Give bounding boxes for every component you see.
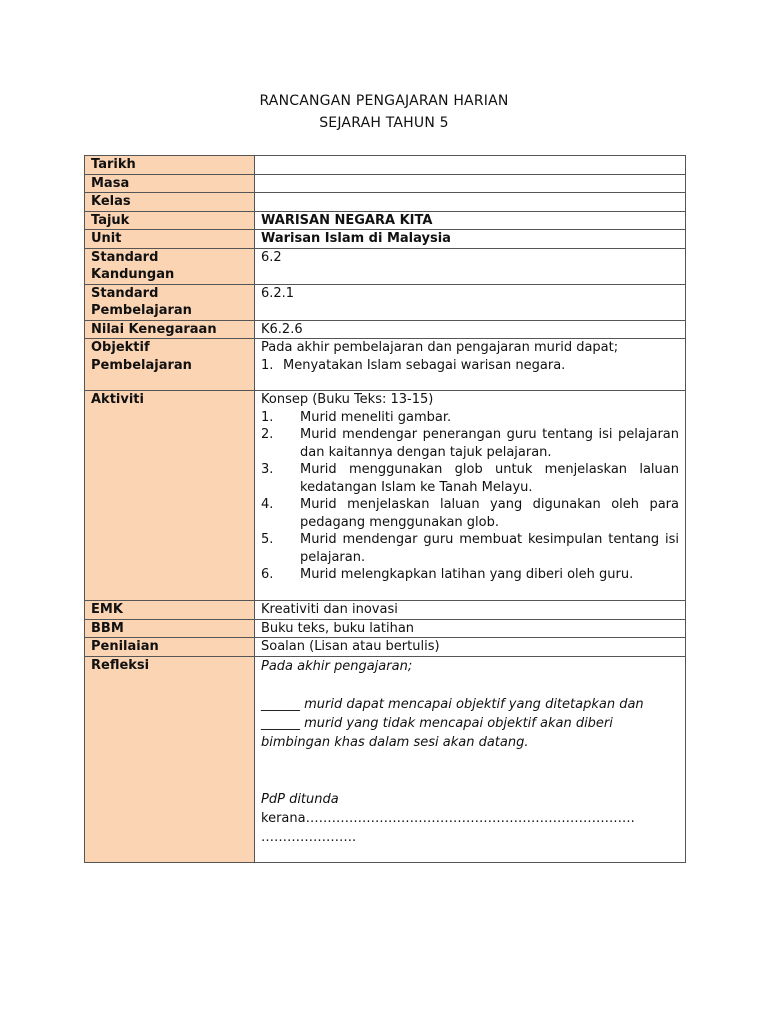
aktiviti-item-number: 6. — [261, 567, 274, 582]
row-objektif — [85, 339, 686, 391]
label-nilai-kenegaraan: Nilai Kenegaraan — [85, 320, 255, 339]
label-line: Pembelajaran — [91, 357, 192, 373]
aktiviti-item — [261, 409, 679, 427]
row-standard-pembelajaran — [85, 284, 686, 320]
refleksi-line: bimbingan khas dalam sesi akan datang. — [261, 735, 529, 750]
aktiviti-list — [261, 409, 679, 584]
refleksi-line — [261, 695, 679, 714]
refleksi-line — [261, 714, 679, 733]
aktiviti-item — [261, 566, 679, 584]
row-refleksi — [85, 656, 686, 862]
label-objektif — [85, 339, 255, 391]
value-nilai-kenegaraan: K6.2.6 — [255, 320, 686, 339]
label-line: Kandungan — [91, 267, 175, 282]
refleksi-text: murid dapat mencapai objektif yang ditetapkan dan — [300, 697, 644, 712]
aktiviti-item-number: 1. — [261, 409, 274, 425]
label-tarikh: Tarikh — [85, 156, 255, 175]
row-unit — [85, 230, 686, 249]
aktiviti-item-text: Murid mendengar guru membuat kesimpulan tentang isi pelajaran. — [300, 532, 679, 565]
refleksi-line: Pada akhir pengajaran; — [261, 658, 413, 674]
label-line: Objektif — [91, 340, 150, 355]
row-emk — [85, 601, 686, 620]
value-standard-kandungan: 6.2 — [255, 248, 686, 284]
row-masa — [85, 174, 686, 193]
label-standard-pembelajaran — [85, 284, 255, 320]
aktiviti-item-number: 3. — [261, 462, 274, 477]
label-emk: EMK — [85, 601, 255, 620]
objektif-item-text: Menyatakan Islam sebagai warisan negara. — [283, 357, 566, 373]
value-tajuk: WARISAN NEGARA KITA — [255, 211, 686, 230]
aktiviti-item-text: Murid melengkapkan latihan yang diberi oleh guru. — [300, 567, 634, 582]
label-line: Standard — [91, 285, 159, 301]
label-tajuk: Tajuk — [85, 211, 255, 230]
label-standard-kandungan — [85, 248, 255, 284]
row-penilaian — [85, 638, 686, 657]
value-emk: Kreativiti dan inovasi — [255, 601, 686, 620]
lesson-plan-table — [84, 155, 686, 863]
label-aktiviti: Aktiviti — [85, 391, 255, 601]
aktiviti-item — [261, 426, 679, 461]
aktiviti-item — [261, 496, 679, 531]
aktiviti-item-text: Murid menggunakan glob untuk menjelaskan laluan kedatangan Islam ke Tanah Melayu. — [300, 462, 679, 495]
refleksi-line: …………………. — [261, 830, 357, 845]
aktiviti-item-number: 4. — [261, 497, 274, 512]
objektif-intro: Pada akhir pembelajaran dan pengajaran murid dapat; — [261, 340, 619, 355]
row-kelas — [85, 193, 686, 212]
aktiviti-intro: Konsep (Buku Teks: 13-15) — [261, 392, 434, 407]
aktiviti-item-number: 5. — [261, 532, 274, 547]
aktiviti-item-text: Murid menjelaskan laluan yang digunakan oleh para pedagang menggunakan glob. — [300, 497, 679, 530]
value-refleksi — [255, 656, 686, 862]
label-kelas: Kelas — [85, 193, 255, 212]
label-bbm: BBM — [85, 619, 255, 638]
blank-field[interactable]: ______ — [261, 697, 300, 712]
row-tarikh — [85, 156, 686, 175]
row-aktiviti — [85, 391, 686, 601]
objektif-item — [261, 357, 679, 375]
value-bbm: Buku teks, buku latihan — [255, 619, 686, 638]
aktiviti-item-number: 2. — [261, 427, 274, 442]
refleksi-line: PdP ditunda — [261, 792, 339, 807]
blank-field[interactable]: ______ — [261, 716, 300, 731]
label-line: Pembelajaran — [91, 303, 192, 318]
value-masa — [255, 174, 686, 193]
refleksi-text: murid yang tidak mencapai objektif akan diberi — [300, 716, 613, 731]
row-bbm — [85, 619, 686, 638]
label-refleksi: Refleksi — [85, 656, 255, 862]
value-tarikh — [255, 156, 686, 175]
objektif-item-number: 1. — [261, 357, 274, 373]
label-masa: Masa — [85, 174, 255, 193]
refleksi-line: kerana…………………………………………………………………. — [261, 811, 635, 826]
value-objektif — [255, 339, 686, 391]
aktiviti-item-text: Murid mendengar penerangan guru tentang isi pelajaran dan kaitannya dengan tajuk pelajaran. — [300, 427, 679, 460]
value-standard-pembelajaran: 6.2.1 — [255, 284, 686, 320]
value-unit: Warisan Islam di Malaysia — [255, 230, 686, 249]
label-penilaian: Penilaian — [85, 638, 255, 657]
value-kelas — [255, 193, 686, 212]
aktiviti-item-text: Murid meneliti gambar. — [300, 409, 452, 425]
aktiviti-item — [261, 531, 679, 566]
aktiviti-item — [261, 461, 679, 496]
document-subtitle: SEJARAH TAHUN 5 — [319, 115, 449, 131]
document-title: RANCANGAN PENGAJARAN HARIAN — [259, 93, 509, 109]
value-penilaian: Soalan (Lisan atau bertulis) — [255, 638, 686, 657]
row-nilai-kenegaraan — [85, 320, 686, 339]
row-tajuk — [85, 211, 686, 230]
value-aktiviti — [255, 391, 686, 601]
label-unit: Unit — [85, 230, 255, 249]
row-standard-kandungan — [85, 248, 686, 284]
label-line: Standard — [91, 249, 159, 265]
